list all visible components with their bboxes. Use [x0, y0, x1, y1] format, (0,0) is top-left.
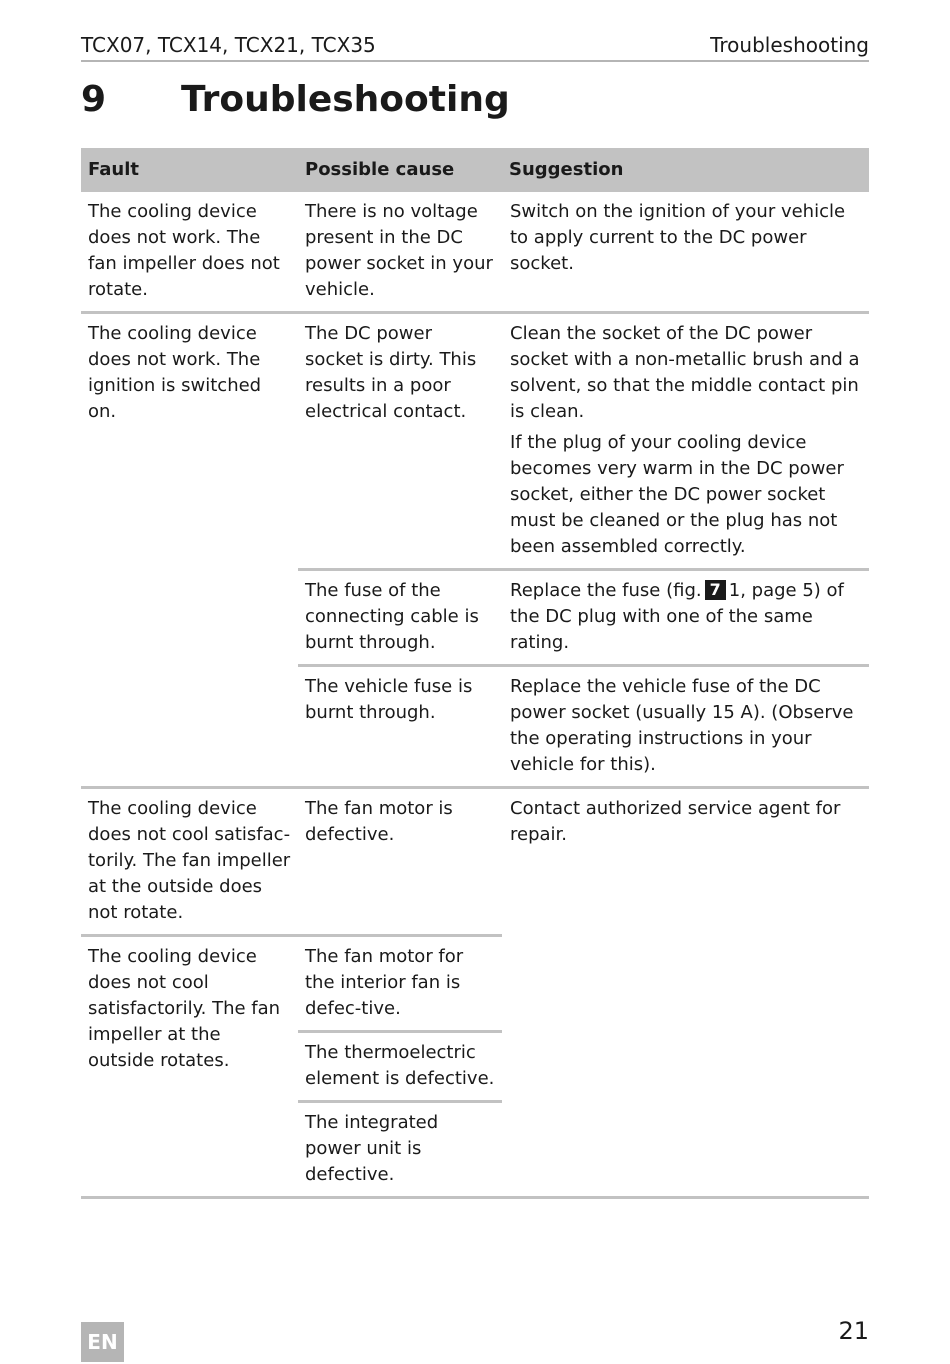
table-header-row — [81, 148, 869, 192]
suggestion-cell — [502, 570, 869, 666]
suggestion-text: 1, page 5) of the DC plug with one of the same rating. — [510, 580, 844, 653]
cause-cell: The fan motor for the interior fan is defec-tive. — [298, 936, 502, 1032]
fault-cell: The cooling device does not cool satisfac-torily. The fan impeller at the outside does not rotate. — [81, 788, 298, 936]
table-row — [81, 313, 869, 570]
header-cause: Possible cause — [298, 148, 502, 192]
table-row — [81, 192, 869, 313]
fault-cell: The cooling device does not cool satisfactorily. The fan impeller at the outside rotates. — [81, 936, 298, 1198]
cause-cell: The vehicle fuse is burnt through. — [298, 666, 502, 788]
suggestion-paragraph: Clean the socket of the DC power socket with a non-metallic brush and a solvent, so that the middle contact pin is clean. — [510, 323, 860, 422]
cause-cell: There is no voltage present in the DC power socket in your vehicle. — [298, 192, 502, 313]
cause-cell: The DC power socket is dirty. This results in a poor electrical contact. — [298, 313, 502, 570]
cause-cell: The fuse of the connecting cable is burnt through. — [298, 570, 502, 666]
suggestion-text: Replace the fuse (fig. — [510, 580, 702, 601]
suggestion-cell: Replace the vehicle fuse of the DC power socket (usually 15 A). (Observe the operating instructions in your vehicle for this). — [502, 666, 869, 788]
suggestion-cell — [502, 313, 869, 570]
cause-cell: The integrated power unit is defective. — [298, 1102, 502, 1198]
header-suggestion: Suggestion — [502, 148, 869, 192]
figure-reference-badge: 7 — [705, 580, 726, 600]
header-fault: Fault — [81, 148, 298, 192]
suggestion-cell: Switch on the ignition of your vehicle to apply current to the DC power socket. — [502, 192, 869, 313]
page-number: 21 — [838, 1317, 869, 1345]
running-header — [81, 30, 869, 62]
chapter-number: 9 — [81, 79, 107, 120]
fault-cell: The cooling device does not work. The fan impeller does not rotate. — [81, 192, 298, 313]
header-models: TCX07, TCX14, TCX21, TCX35 — [81, 33, 376, 57]
table-row — [81, 788, 869, 936]
language-tab: EN — [81, 1322, 124, 1362]
cause-cell: The fan motor is defective. — [298, 788, 502, 936]
fault-cell: The cooling device does not work. The ignition is switched on. — [81, 313, 298, 788]
header-section: Troubleshooting — [710, 33, 869, 57]
suggestion-paragraph: If the plug of your cooling device becomes very warm in the DC power socket, either the DC power socket must be cleaned or the plug has not been assembled correctly. — [510, 432, 844, 557]
troubleshooting-table — [81, 148, 869, 1199]
cause-cell: The thermoelectric element is defective. — [298, 1032, 502, 1102]
chapter-title: Troubleshooting — [181, 79, 510, 120]
suggestion-cell: Contact authorized service agent for repair. — [502, 788, 869, 1198]
